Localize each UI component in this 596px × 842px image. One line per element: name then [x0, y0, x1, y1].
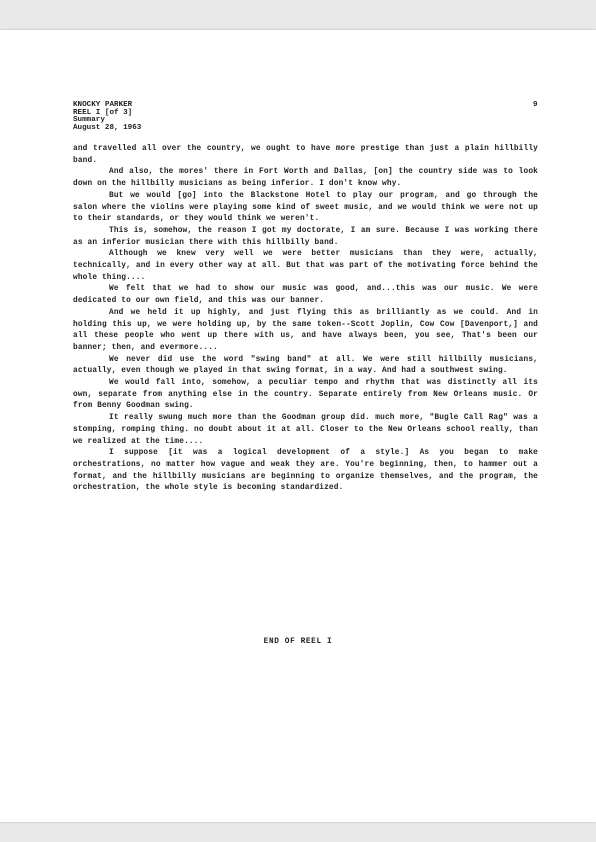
paragraph: Although we knew very well we were better musicians than they were, actually, technically, and in every other way at all. But that was part of the motivating force behind the whole thing.... — [73, 250, 538, 282]
document-page — [0, 30, 596, 822]
document-body — [73, 144, 538, 495]
paragraph: It really swung much more than the Goodman group did. much more, "Bugle Call Rag" was a stomping, romping thing. no doubt about it at all. Closer to the New Orleans school really, than we realized at the time.... — [73, 414, 538, 446]
page-number: 9 — [533, 101, 538, 109]
header-date: August 28, 1963 — [73, 123, 142, 132]
paragraph: We would fall into, somehow, a peculiar tempo and rhythm that was distinctly all its own, separate from anything else in the country. Separate entirely from New Orleans music. Or from Benny Goodman swing. — [73, 379, 538, 411]
paragraph: And also, the mores' there in Fort Worth and Dallas, [on] the country side was to look down on the hillbilly musicians as being inferior. I don't know why. — [73, 168, 538, 189]
header-name: KNOCKY PARKER — [73, 101, 133, 109]
paragraph: But we would [go] into the Blackstone Hotel to play our program, and go through the salon where the violins were playing some kind of sweet music, and we would think we were not up to their standards, or they would think we weren't. — [73, 191, 538, 224]
paragraph: And we held it up highly, and just flying this as brilliantly as we could. And in holding this up, we were holding up, by the same token--Scott Joplin, Cow Cow [Davenport,] and all these people who went up there with us, and have always been, you see, That's been our banner; then, and evermore.... — [73, 308, 538, 352]
paragraph: This is, somehow, the reason I got my doctorate, I am sure. Because I was working there as an inferior musician there with this hillbilly band. — [73, 226, 538, 247]
paragraph: We never did use the word "swing band" at all. We were still hillbilly musicians, actually, even though we played in that swing format, in a way. And had a southwest swing. — [73, 355, 538, 376]
end-of-reel-label: END OF REEL I — [263, 638, 333, 646]
paragraph: We felt that we had to show our music was good, and...this was our music. We were dedicated to our own field, and this was our banner. — [73, 285, 538, 306]
header-reel: REEL I [of 3] — [73, 108, 133, 117]
paragraph: and travelled all over the country, we ought to have more prestige than just a plain hillbilly band. — [73, 145, 538, 165]
paragraph: I suppose [it was a logical development of a style.] As you began to make orchestrations, no matter how vague and weak they are. You're beginning, then, to hammer out a format, and the hillbilly musicians are beginning to organize themselves, and the program, the orchestration, the whole style is becoming standardized. — [73, 449, 538, 493]
header-type: Summary — [73, 116, 105, 125]
document-header — [73, 102, 141, 132]
